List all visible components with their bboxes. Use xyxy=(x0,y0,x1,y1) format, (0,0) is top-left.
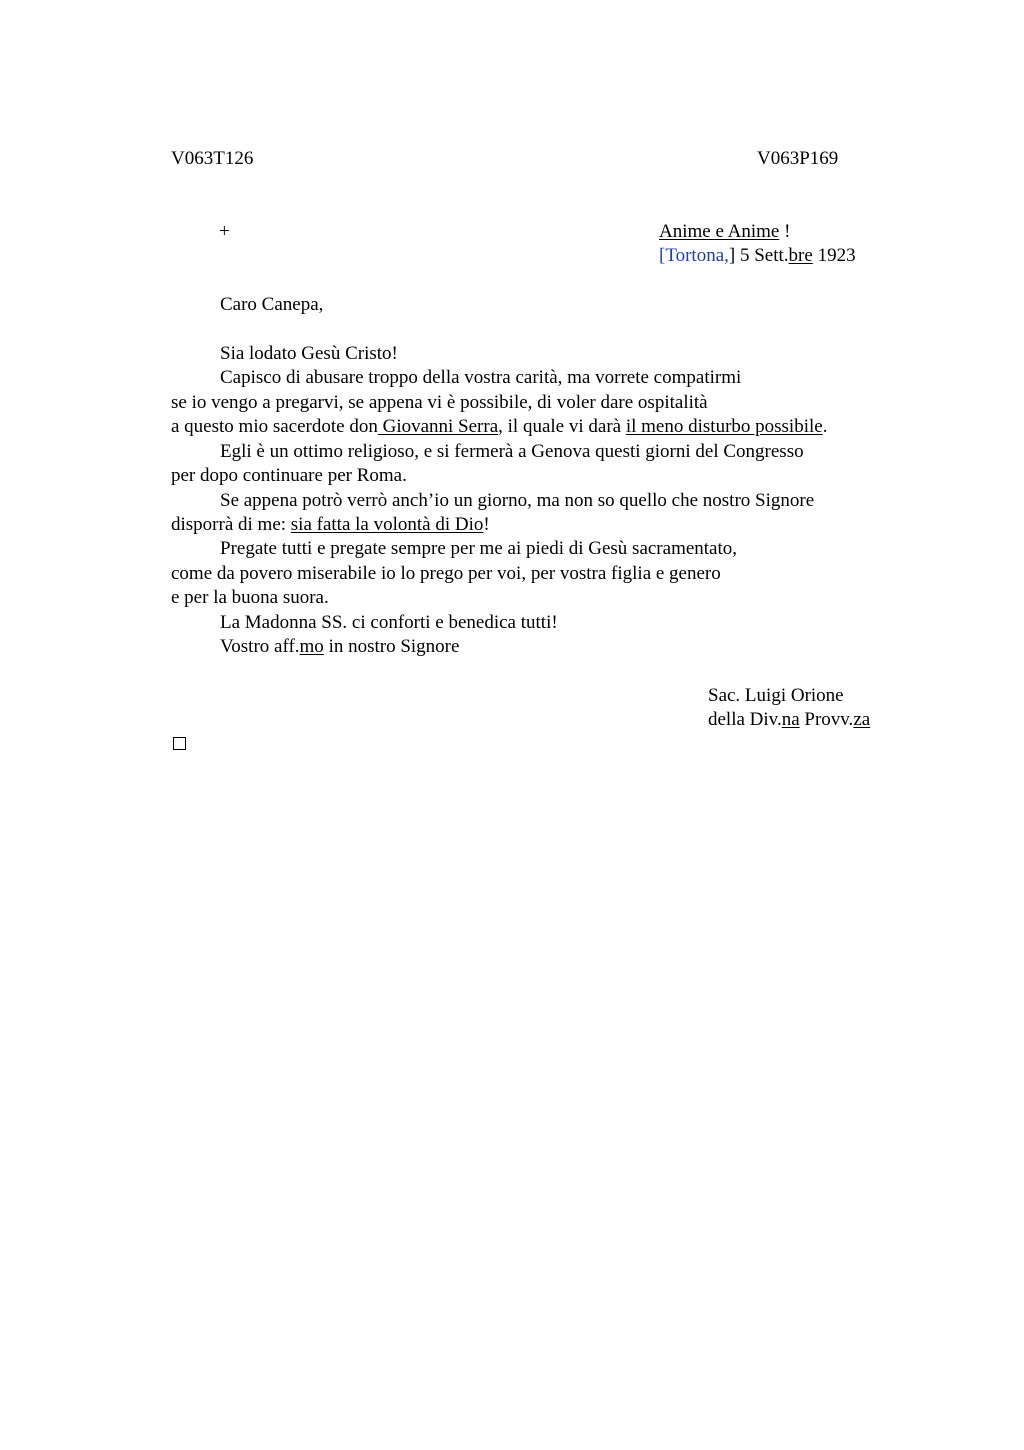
place-bracket-open: [ xyxy=(659,245,666,266)
closing-line xyxy=(220,635,459,659)
signature-title-mid: Provv. xyxy=(799,709,854,730)
signature-suffix-1: na xyxy=(781,709,800,730)
body-line-10: come da povero miserabile io lo prego per voi, per vostra figlia e genero xyxy=(171,563,721,584)
body-line-1: Sia lodato Gesù Cristo! xyxy=(220,343,398,364)
underlined-phrase: il meno disturbo possibile xyxy=(625,416,823,437)
end-marker-box xyxy=(173,737,186,750)
cross-mark: + xyxy=(219,221,230,242)
motto xyxy=(659,220,790,244)
motto-underlined: Anime e Anime xyxy=(659,221,780,242)
place-date xyxy=(659,244,856,268)
signature-title xyxy=(708,708,870,732)
body-line-11: e per la buona suora. xyxy=(171,587,329,608)
body-line-7: Se appena potrò verrò anch’io un giorno, ma non so quello che nostro Signore xyxy=(220,490,815,511)
body-line-2: Capisco di abusare troppo della vostra carità, ma vorrete compatirmi xyxy=(220,367,742,388)
signature-title-start: della Div. xyxy=(708,709,782,730)
body-line-8 xyxy=(171,513,490,537)
body-line-5: Egli è un ottimo religioso, e si fermerà a Genova questi giorni del Congresso xyxy=(220,441,804,462)
person-name: Giovanni Serra xyxy=(377,416,499,437)
body-line-12: La Madonna SS. ci conforti e benedica tutti! xyxy=(220,612,558,633)
date-year: 1923 xyxy=(812,245,856,266)
closing-end: in nostro Signore xyxy=(323,636,460,657)
closing-suffix: mo xyxy=(299,636,324,657)
document-code-right: V063P169 xyxy=(757,148,839,169)
body-line-9: Pregate tutti e pregate sempre per me ai piedi di Gesù sacramentato, xyxy=(220,538,738,559)
underlined-prayer: sia fatta la volontà di Dio xyxy=(290,514,484,535)
date-month-suffix: bre xyxy=(788,245,813,266)
body-line-4-start: a questo mio sacerdote don xyxy=(171,416,378,437)
body-line-6: per dopo continuare per Roma. xyxy=(171,465,407,486)
signature-suffix-2: za xyxy=(853,709,871,730)
body-line-4 xyxy=(171,415,827,439)
closing-start: Vostro aff. xyxy=(220,636,300,657)
body-line-8-end: ! xyxy=(483,514,490,535)
document-code-left: V063T126 xyxy=(171,148,254,169)
body-line-4-mid: , il quale vi darà xyxy=(498,416,626,437)
motto-tail: ! xyxy=(779,221,791,242)
signature-name: Sac. Luigi Orione xyxy=(708,685,844,706)
body-line-4-end: . xyxy=(822,416,828,437)
date-day-month: 5 Sett. xyxy=(735,245,789,266)
body-line-8-start: disporrà di me: xyxy=(171,514,291,535)
place-name: Tortona, xyxy=(665,245,729,266)
body-line-3: se io vengo a pregarvi, se appena vi è possibile, di voler dare ospitalità xyxy=(171,392,708,413)
salutation: Caro Canepa, xyxy=(220,294,324,315)
place-bracket-close: ] xyxy=(728,245,736,266)
